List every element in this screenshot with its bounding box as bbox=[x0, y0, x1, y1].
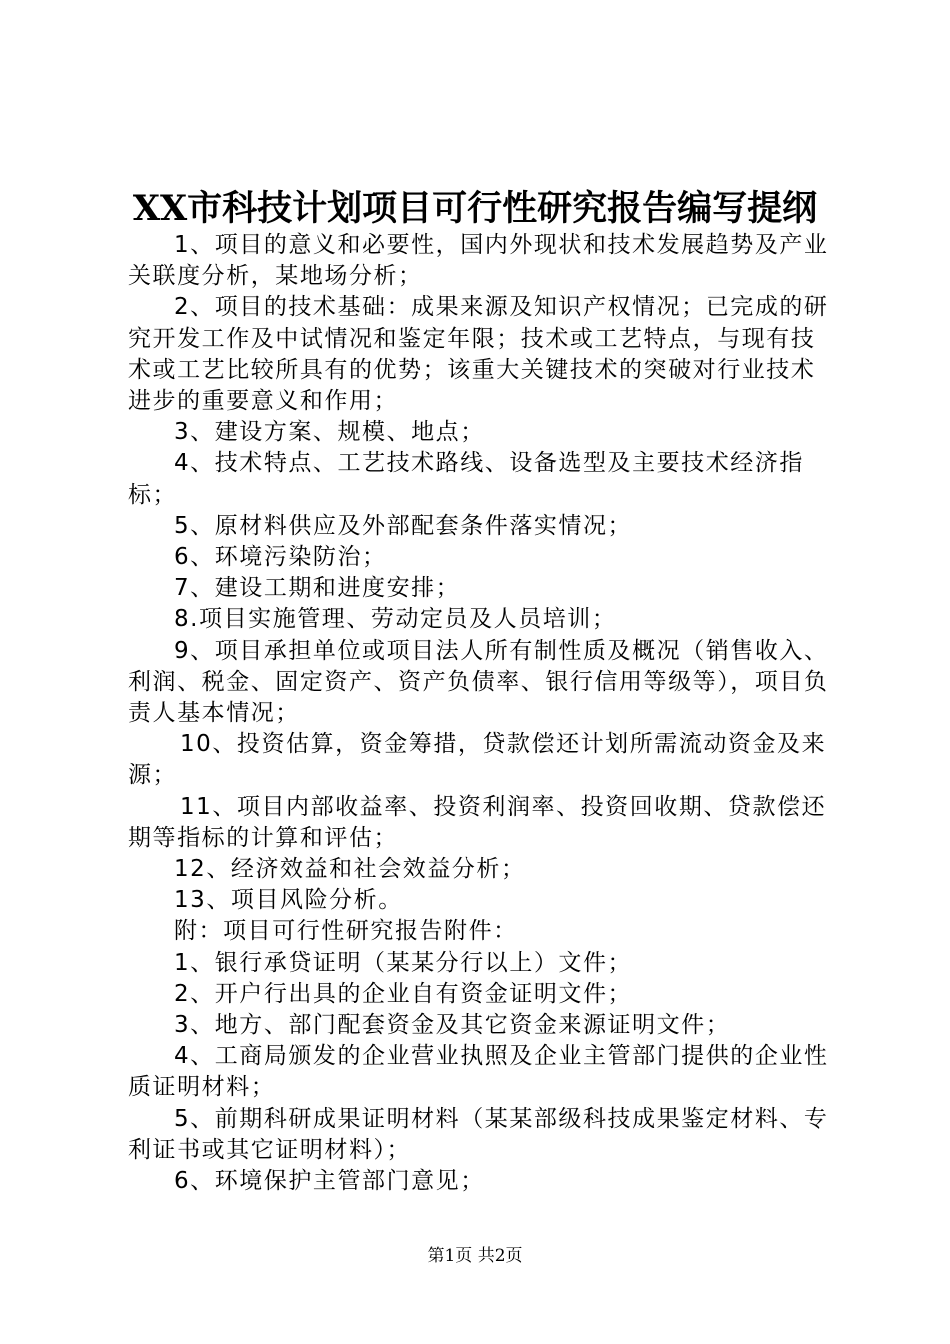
document-body bbox=[128, 230, 836, 1197]
paragraph: 12、经济效益和社会效益分析； bbox=[174, 856, 526, 883]
paragraph: 附：项目可行性研究报告附件： bbox=[174, 918, 518, 945]
paragraph: 8.项目实施管理、劳动定员及人员培训； bbox=[174, 606, 617, 633]
page-number-footer: 第1页 共2页 bbox=[427, 1246, 523, 1266]
paragraph: 1、银行承贷证明（某某分行以上）文件； bbox=[174, 949, 633, 976]
paragraph: 5、原材料供应及外部配套条件落实情况； bbox=[174, 512, 633, 539]
paragraph: 10、投资估算，资金筹措，贷款偿还计划所需流动资金及来源； bbox=[128, 731, 827, 789]
paragraph: 5、前期科研成果证明材料（某某部级科技成果鉴定材料、专利证书或其它证明材料）； bbox=[128, 1105, 829, 1163]
paragraph: 1、项目的意义和必要性，国内外现状和技术发展趋势及产业关联度分析，某地场分析； bbox=[128, 232, 829, 290]
paragraph: 3、建设方案、规模、地点； bbox=[174, 419, 485, 446]
document-title: XX市科技计划项目可行性研究报告编写提纲 bbox=[132, 188, 818, 229]
paragraph: 7、建设工期和进度安排； bbox=[174, 575, 461, 602]
paragraph: 6、环境污染防治； bbox=[174, 544, 387, 571]
paragraph: 2、项目的技术基础：成果来源及知识产权情况；已完成的研究开发工作及中试情况和鉴定年限；技术或工艺特点，与现有技术或工艺比较所具有的优势；该重大关键技术的突破对行业技术进步的重要意义和作用； bbox=[128, 294, 829, 415]
paragraph: 13、项目风险分析。 bbox=[174, 887, 403, 914]
paragraph: 9、项目承担单位或项目法人所有制性质及概况（销售收入、利润、税金、固定资产、资产负债率、银行信用等级等），项目负责人基本情况； bbox=[128, 637, 829, 727]
paragraph: 4、技术特点、工艺技术路线、设备选型及主要技术经济指标； bbox=[128, 450, 804, 508]
paragraph: 4、工商局颁发的企业营业执照及企业主管部门提供的企业性质证明材料； bbox=[128, 1043, 829, 1101]
paragraph: 2、开户行出具的企业自有资金证明文件； bbox=[174, 980, 633, 1007]
paragraph: 6、环境保护主管部门意见； bbox=[174, 1168, 485, 1195]
paragraph: 3、地方、部门配套资金及其它资金来源证明文件； bbox=[174, 1012, 731, 1039]
paragraph: 11、项目内部收益率、投资利润率、投资回收期、贷款偿还期等指标的计算和评估； bbox=[128, 793, 827, 851]
